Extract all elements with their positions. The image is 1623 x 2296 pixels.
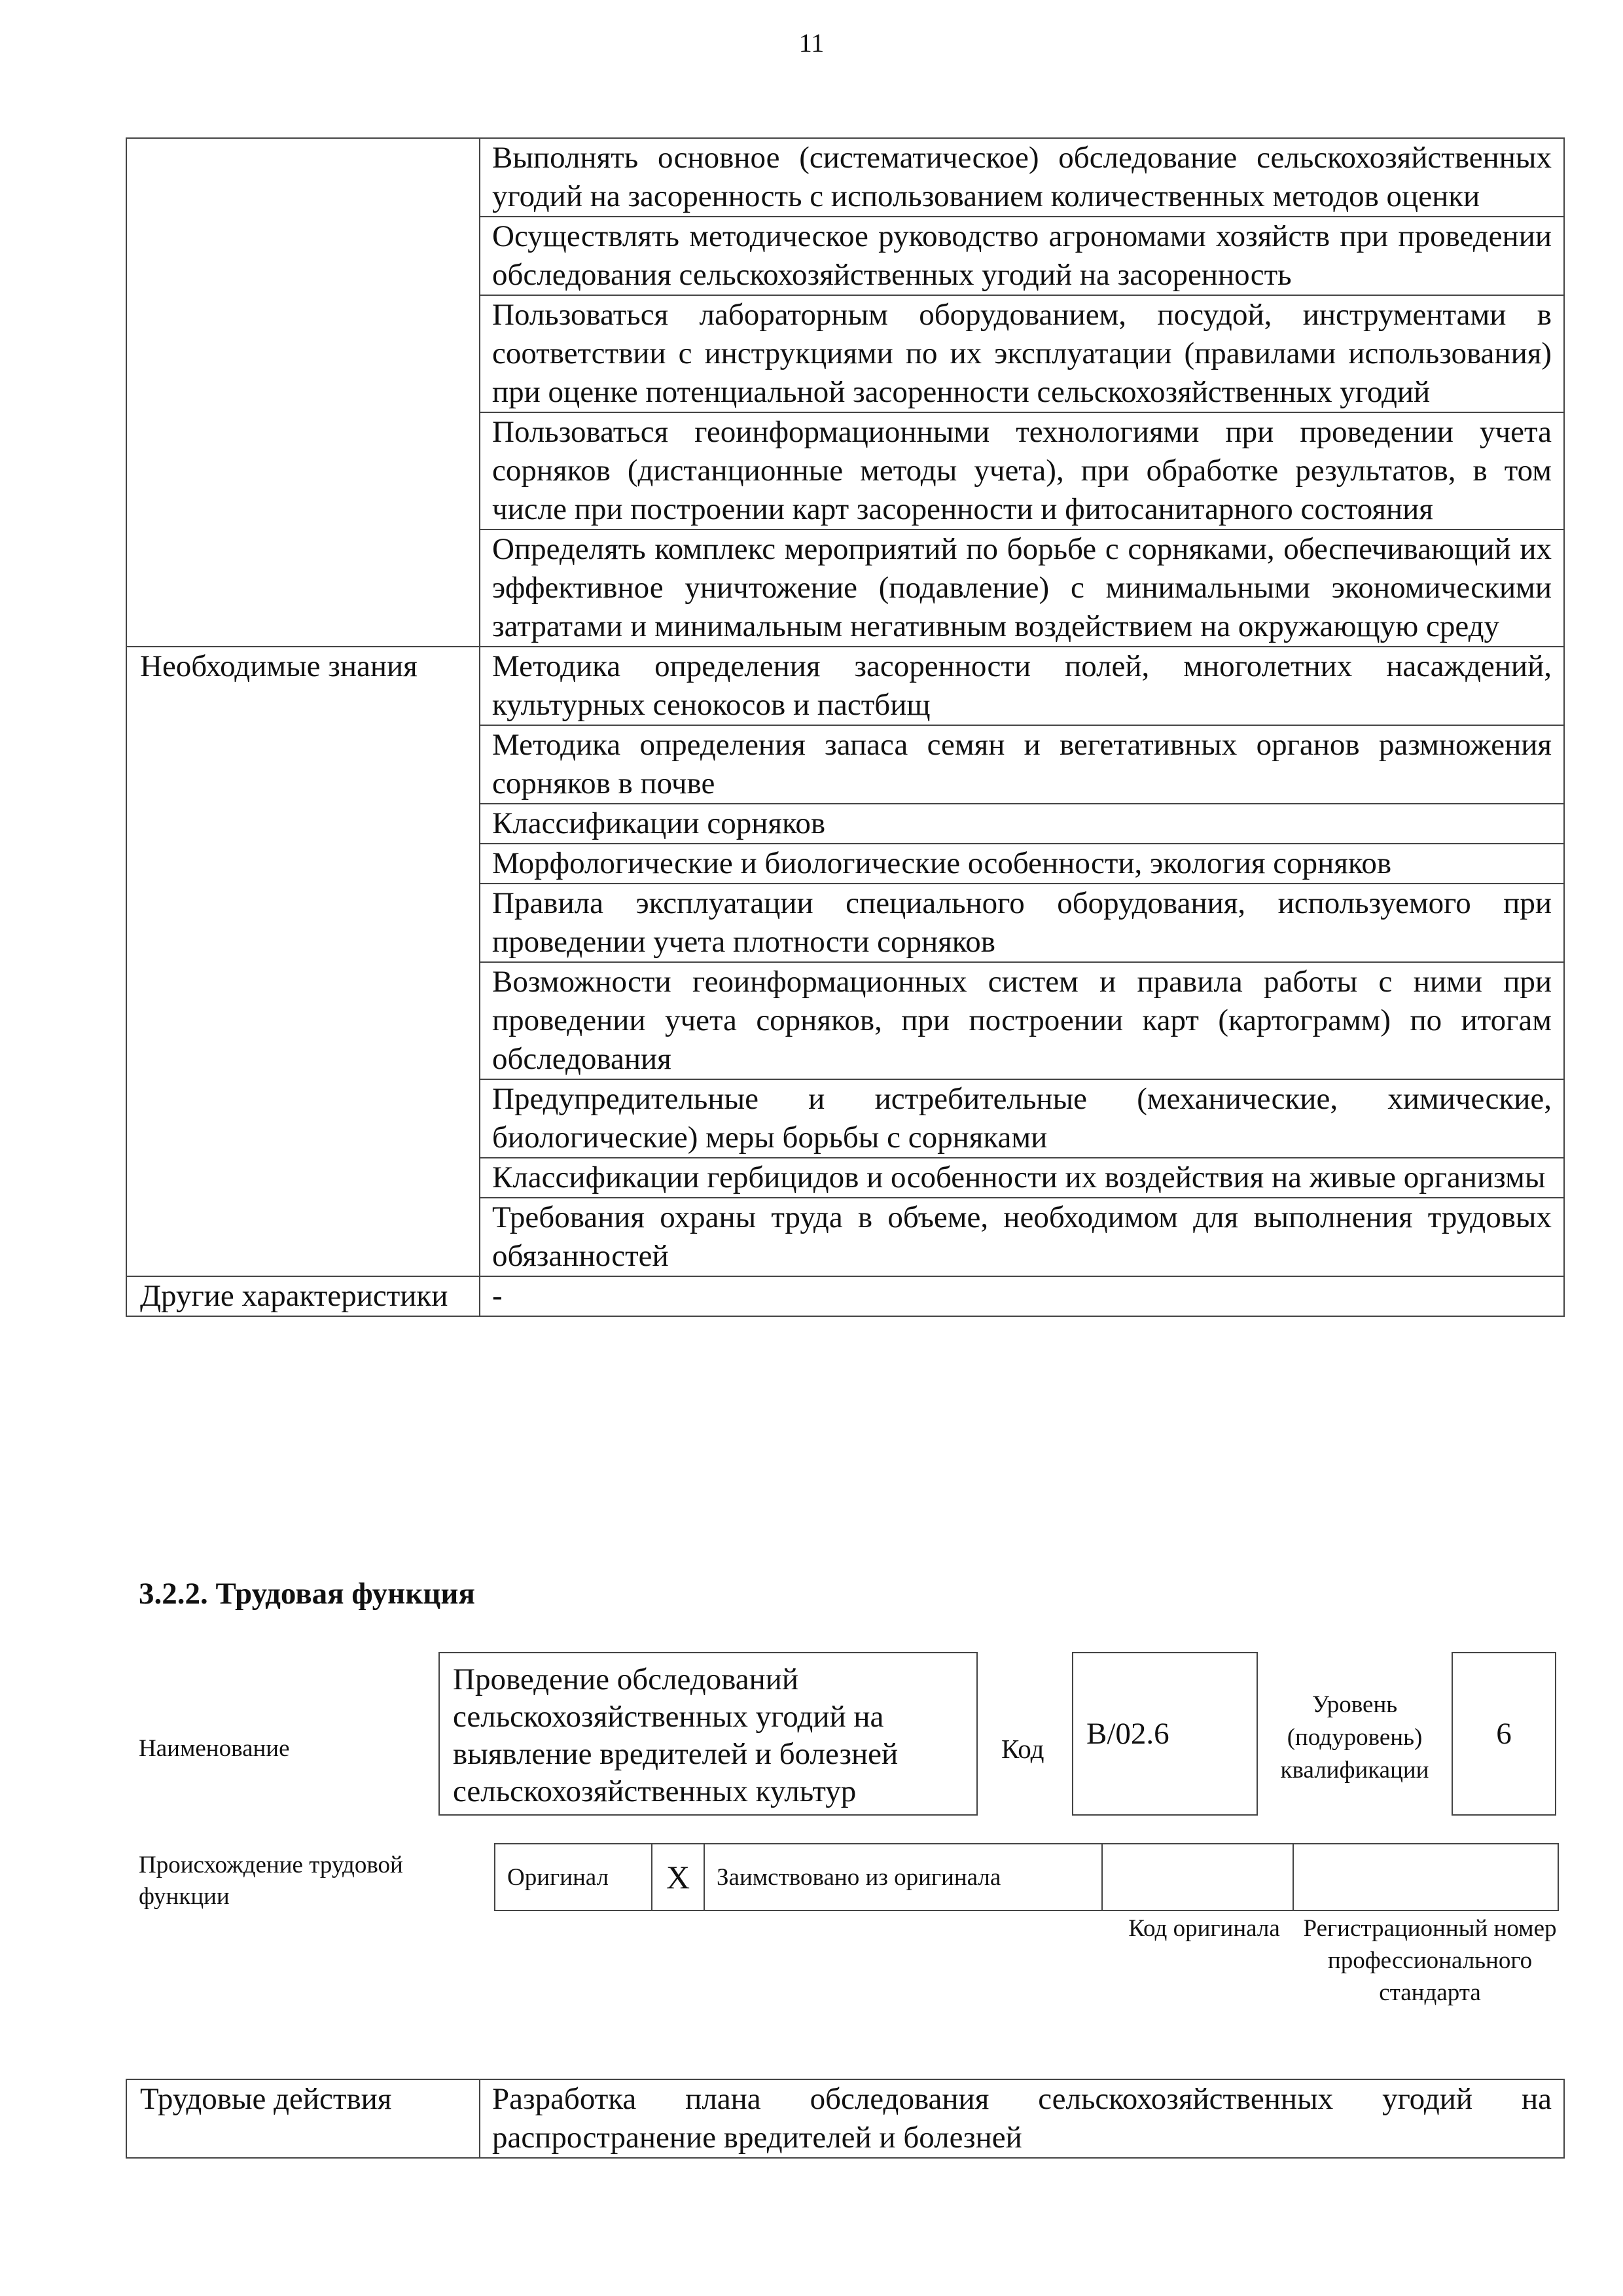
- registration-number-caption: Регистрационный номер профессионального стандарта: [1303, 1915, 1557, 2006]
- row-group-label: Другие характеристики: [126, 1276, 480, 1316]
- table-row: [126, 1276, 1564, 1316]
- original-mark: X: [652, 1844, 704, 1910]
- page-number: 11: [798, 28, 825, 58]
- table-cell: Пользоваться геоинформационными технологиями при проведении учета сорняков (дистанционные методы учета), при обработке результатов, в том числе при построении карт засоренности и фитосанитарного состояния: [480, 412, 1564, 529]
- origin-table: [494, 1843, 1559, 1911]
- row-group-label: [126, 138, 480, 647]
- table-cell: Возможности геоинформационных систем и правила работы с ними при проведении учета сорняков, при построении карт (картограмм) по итогам обследования: [480, 962, 1564, 1079]
- table-row: [126, 2079, 1564, 2158]
- table-cell: Классификации сорняков: [480, 804, 1564, 844]
- level-box: [1452, 1652, 1556, 1816]
- table-cell: Пользоваться лабораторным оборудованием, посудой, инструментами в соответствии с инструкциями по их эксплуатации (правилами использования) при оценке потенциальной засоренности сельскохозяйственных угодий: [480, 295, 1564, 412]
- origin-label: Происхождение трудовой функции: [139, 1852, 403, 1910]
- table-cell: Классификации гербицидов и особенности их воздействия на живые организмы: [480, 1158, 1564, 1198]
- table-cell: Требования охраны труда в объеме, необходимом для выполнения трудовых обязанностей: [480, 1198, 1564, 1276]
- table-cell: Осуществлять методическое руководство агрономами хозяйств при проведении обследования сельскохозяйственных угодий на засоренность: [480, 217, 1564, 295]
- table-cell: Методика определения засоренности полей, многолетних насаждений, культурных сенокосов и пастбищ: [480, 647, 1564, 725]
- original-code-cell: [1102, 1844, 1293, 1910]
- table-cell: -: [480, 1276, 1564, 1316]
- table-cell: Предупредительные и истребительные (механические, химические, биологические) меры борьбы с сорняками: [480, 1079, 1564, 1158]
- function-name-box: [438, 1652, 978, 1816]
- function-name-label: Наименование: [139, 1735, 290, 1762]
- actions-label: Трудовые действия: [126, 2079, 480, 2158]
- table-row: [126, 647, 1564, 725]
- table-cell: Морфологические и биологические особенности, экология сорняков: [480, 844, 1564, 884]
- labor-actions-table: [126, 2079, 1565, 2159]
- table-row: [126, 138, 1564, 217]
- code-value: B/02.6: [1086, 1717, 1169, 1751]
- borrowed-label: Заимствовано из оригинала: [704, 1844, 1102, 1910]
- original-label: Оригинал: [495, 1844, 652, 1910]
- code-label: Код: [1001, 1734, 1044, 1764]
- table-cell: Определять комплекс мероприятий по борьбе с сорняками, обеспечивающий их эффективное уничтожение (подавление) с минимальными экономическими затратами и минимальным негативным воздействием на окружающую среду: [480, 529, 1564, 647]
- table-cell: Правила эксплуатации специального оборудования, используемого при проведении учета плотности сорняков: [480, 884, 1564, 962]
- level-label: Уровень (подуровень) квалификации: [1280, 1691, 1429, 1784]
- original-code-caption: Код оригинала: [1128, 1915, 1280, 1942]
- table-cell: Выполнять основное (систематическое) обследование сельскохозяйственных угодий на засоренность с использованием количественных методов оценки: [480, 138, 1564, 217]
- level-value: 6: [1496, 1717, 1512, 1751]
- section-heading: 3.2.2. Трудовая функция: [139, 1577, 475, 1611]
- table-cell: Методика определения запаса семян и вегетативных органов размножения сорняков в почве: [480, 725, 1564, 804]
- function-name-value: Проведение обследований сельскохозяйственных угодий на выявление вредителей и болезней сельскохозяйственных культур: [453, 1662, 899, 1808]
- registration-number-cell: [1293, 1844, 1558, 1910]
- table-cell: Разработка плана обследования сельскохозяйственных угодий на распространение вредителей и болезней: [480, 2079, 1564, 2158]
- row-group-label: Необходимые знания: [126, 647, 480, 1276]
- skills-knowledge-table: [126, 137, 1565, 1317]
- code-box: [1072, 1652, 1258, 1816]
